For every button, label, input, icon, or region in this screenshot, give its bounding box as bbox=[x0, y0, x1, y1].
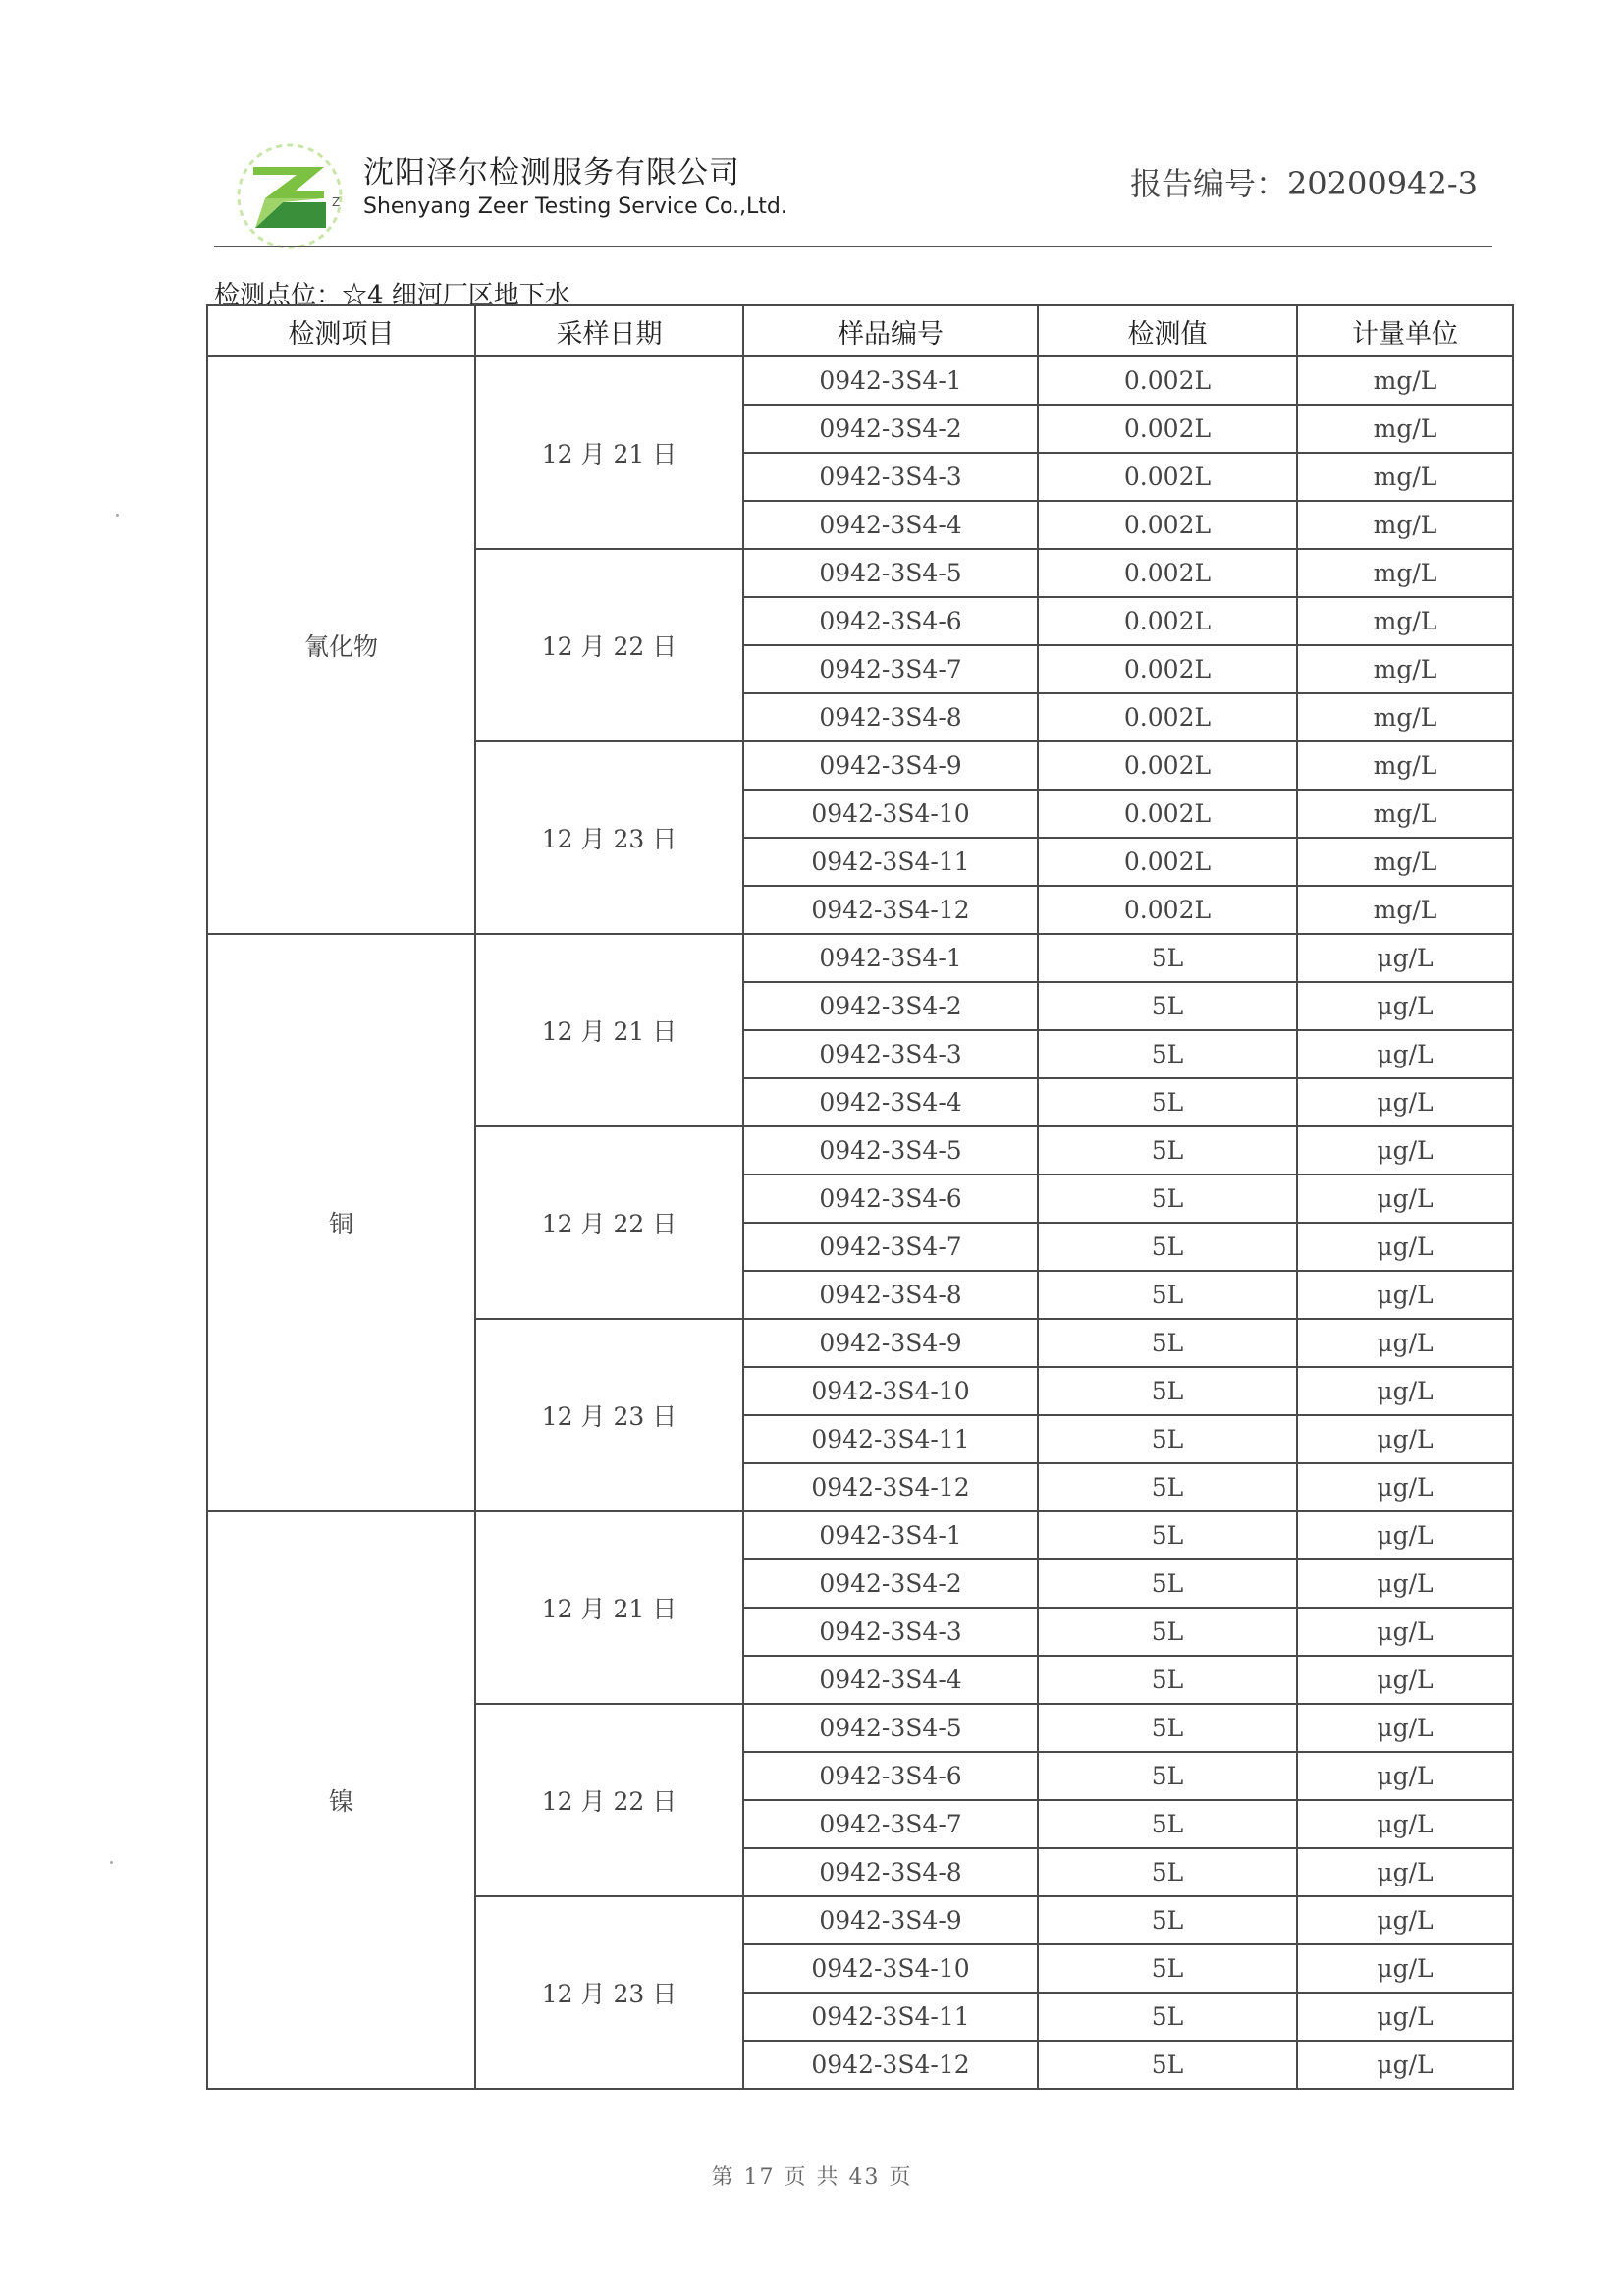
results-table bbox=[206, 304, 1514, 2090]
sample-id-cell: 0942-3S4-10 bbox=[743, 790, 1038, 838]
unit-cell: mg/L bbox=[1297, 741, 1513, 790]
test-item-cell: 氰化物 bbox=[207, 356, 475, 934]
column-header: 采样日期 bbox=[475, 305, 743, 356]
sample-id-cell: 0942-3S4-7 bbox=[743, 1800, 1038, 1848]
test-value-cell: 5L bbox=[1038, 1848, 1297, 1896]
test-value-cell: 0.002L bbox=[1038, 453, 1297, 501]
unit-cell: μg/L bbox=[1297, 1608, 1513, 1656]
table-row bbox=[207, 356, 1513, 405]
unit-cell: μg/L bbox=[1297, 1271, 1513, 1319]
scan-speck bbox=[116, 514, 119, 517]
test-item-cell: 镍 bbox=[207, 1511, 475, 2089]
test-value-cell: 5L bbox=[1038, 1367, 1297, 1415]
test-value-cell: 0.002L bbox=[1038, 597, 1297, 645]
sample-id-cell: 0942-3S4-5 bbox=[743, 1704, 1038, 1752]
unit-cell: μg/L bbox=[1297, 1126, 1513, 1175]
test-value-cell: 5L bbox=[1038, 1800, 1297, 1848]
test-value-cell: 0.002L bbox=[1038, 790, 1297, 838]
sampling-date-cell: 12 月 22 日 bbox=[475, 549, 743, 741]
unit-cell: mg/L bbox=[1297, 453, 1513, 501]
sampling-date-cell: 12 月 21 日 bbox=[475, 356, 743, 549]
company-name-cn: 沈阳泽尔检测服务有限公司 bbox=[363, 155, 740, 191]
unit-cell: mg/L bbox=[1297, 790, 1513, 838]
scan-speck bbox=[110, 1861, 113, 1864]
sampling-date-cell: 12 月 23 日 bbox=[475, 1319, 743, 1511]
sample-id-cell: 0942-3S4-6 bbox=[743, 597, 1038, 645]
table-row bbox=[207, 934, 1513, 982]
unit-cell: mg/L bbox=[1297, 597, 1513, 645]
test-value-cell: 5L bbox=[1038, 2041, 1297, 2089]
unit-cell: μg/L bbox=[1297, 1223, 1513, 1271]
sample-id-cell: 0942-3S4-6 bbox=[743, 1175, 1038, 1223]
report-number: 报告编号：20200942-3 bbox=[1129, 165, 1478, 202]
sample-id-cell: 0942-3S4-1 bbox=[743, 356, 1038, 405]
test-value-cell: 0.002L bbox=[1038, 405, 1297, 453]
header-divider bbox=[214, 246, 1492, 247]
unit-cell: mg/L bbox=[1297, 886, 1513, 934]
unit-cell: μg/L bbox=[1297, 2041, 1513, 2089]
sample-id-cell: 0942-3S4-2 bbox=[743, 405, 1038, 453]
unit-cell: mg/L bbox=[1297, 645, 1513, 693]
test-value-cell: 5L bbox=[1038, 1511, 1297, 1559]
test-value-cell: 5L bbox=[1038, 1704, 1297, 1752]
test-item-cell: 铜 bbox=[207, 934, 475, 1511]
sampling-date-cell: 12 月 23 日 bbox=[475, 741, 743, 934]
sample-id-cell: 0942-3S4-9 bbox=[743, 1896, 1038, 1944]
unit-cell: μg/L bbox=[1297, 1704, 1513, 1752]
test-value-cell: 5L bbox=[1038, 1126, 1297, 1175]
test-value-cell: 5L bbox=[1038, 1656, 1297, 1704]
test-value-cell: 5L bbox=[1038, 1993, 1297, 2041]
unit-cell: μg/L bbox=[1297, 1752, 1513, 1800]
unit-cell: μg/L bbox=[1297, 1078, 1513, 1126]
test-value-cell: 0.002L bbox=[1038, 838, 1297, 886]
sample-id-cell: 0942-3S4-9 bbox=[743, 741, 1038, 790]
test-value-cell: 5L bbox=[1038, 1944, 1297, 1993]
table-header-row bbox=[207, 305, 1513, 356]
test-value-cell: 5L bbox=[1038, 1608, 1297, 1656]
unit-cell: mg/L bbox=[1297, 693, 1513, 741]
sample-id-cell: 0942-3S4-10 bbox=[743, 1944, 1038, 1993]
sample-id-cell: 0942-3S4-2 bbox=[743, 982, 1038, 1030]
unit-cell: μg/L bbox=[1297, 1415, 1513, 1463]
sampling-date-cell: 12 月 22 日 bbox=[475, 1126, 743, 1319]
unit-cell: μg/L bbox=[1297, 1656, 1513, 1704]
sample-id-cell: 0942-3S4-1 bbox=[743, 1511, 1038, 1559]
unit-cell: μg/L bbox=[1297, 1993, 1513, 2041]
company-logo-icon bbox=[226, 137, 353, 255]
sample-id-cell: 0942-3S4-10 bbox=[743, 1367, 1038, 1415]
column-header: 检测项目 bbox=[207, 305, 475, 356]
sample-id-cell: 0942-3S4-12 bbox=[743, 1463, 1038, 1511]
sample-id-cell: 0942-3S4-9 bbox=[743, 1319, 1038, 1367]
unit-cell: μg/L bbox=[1297, 1800, 1513, 1848]
column-header: 样品编号 bbox=[743, 305, 1038, 356]
sample-id-cell: 0942-3S4-5 bbox=[743, 549, 1038, 597]
unit-cell: μg/L bbox=[1297, 1944, 1513, 1993]
report-header bbox=[226, 137, 1502, 255]
unit-cell: μg/L bbox=[1297, 1030, 1513, 1078]
sample-id-cell: 0942-3S4-5 bbox=[743, 1126, 1038, 1175]
test-value-cell: 5L bbox=[1038, 982, 1297, 1030]
unit-cell: μg/L bbox=[1297, 1463, 1513, 1511]
unit-cell: μg/L bbox=[1297, 982, 1513, 1030]
sample-id-cell: 0942-3S4-3 bbox=[743, 1608, 1038, 1656]
test-value-cell: 0.002L bbox=[1038, 356, 1297, 405]
sample-id-cell: 0942-3S4-4 bbox=[743, 501, 1038, 549]
unit-cell: mg/L bbox=[1297, 501, 1513, 549]
column-header: 检测值 bbox=[1038, 305, 1297, 356]
sample-id-cell: 0942-3S4-8 bbox=[743, 1271, 1038, 1319]
sample-id-cell: 0942-3S4-2 bbox=[743, 1559, 1038, 1608]
test-value-cell: 0.002L bbox=[1038, 549, 1297, 597]
test-value-cell: 0.002L bbox=[1038, 741, 1297, 790]
sampling-date-cell: 12 月 22 日 bbox=[475, 1704, 743, 1896]
unit-cell: μg/L bbox=[1297, 934, 1513, 982]
sample-id-cell: 0942-3S4-4 bbox=[743, 1656, 1038, 1704]
sample-id-cell: 0942-3S4-12 bbox=[743, 2041, 1038, 2089]
sample-id-cell: 0942-3S4-1 bbox=[743, 934, 1038, 982]
test-value-cell: 0.002L bbox=[1038, 501, 1297, 549]
test-value-cell: 5L bbox=[1038, 1415, 1297, 1463]
sample-id-cell: 0942-3S4-4 bbox=[743, 1078, 1038, 1126]
sample-id-cell: 0942-3S4-8 bbox=[743, 693, 1038, 741]
unit-cell: μg/L bbox=[1297, 1896, 1513, 1944]
unit-cell: μg/L bbox=[1297, 1511, 1513, 1559]
sample-id-cell: 0942-3S4-7 bbox=[743, 1223, 1038, 1271]
test-value-cell: 5L bbox=[1038, 1030, 1297, 1078]
test-value-cell: 5L bbox=[1038, 1896, 1297, 1944]
test-value-cell: 5L bbox=[1038, 934, 1297, 982]
unit-cell: μg/L bbox=[1297, 1175, 1513, 1223]
test-value-cell: 5L bbox=[1038, 1223, 1297, 1271]
sample-id-cell: 0942-3S4-11 bbox=[743, 1415, 1038, 1463]
test-value-cell: 5L bbox=[1038, 1271, 1297, 1319]
unit-cell: μg/L bbox=[1297, 1367, 1513, 1415]
test-value-cell: 0.002L bbox=[1038, 645, 1297, 693]
sampling-date-cell: 12 月 21 日 bbox=[475, 1511, 743, 1704]
sample-id-cell: 0942-3S4-7 bbox=[743, 645, 1038, 693]
test-value-cell: 5L bbox=[1038, 1463, 1297, 1511]
sample-id-cell: 0942-3S4-8 bbox=[743, 1848, 1038, 1896]
test-value-cell: 5L bbox=[1038, 1559, 1297, 1608]
company-name-en: Shenyang Zeer Testing Service Co.,Ltd. bbox=[363, 194, 787, 219]
sampling-date-cell: 12 月 21 日 bbox=[475, 934, 743, 1126]
sample-id-cell: 0942-3S4-3 bbox=[743, 1030, 1038, 1078]
sampling-location: 检测点位：☆4 细河厂区地下水 bbox=[214, 281, 570, 310]
sampling-date-cell: 12 月 23 日 bbox=[475, 1896, 743, 2089]
unit-cell: mg/L bbox=[1297, 356, 1513, 405]
test-value-cell: 5L bbox=[1038, 1078, 1297, 1126]
unit-cell: μg/L bbox=[1297, 1559, 1513, 1608]
test-value-cell: 5L bbox=[1038, 1319, 1297, 1367]
unit-cell: mg/L bbox=[1297, 549, 1513, 597]
unit-cell: mg/L bbox=[1297, 838, 1513, 886]
column-header: 计量单位 bbox=[1297, 305, 1513, 356]
test-value-cell: 0.002L bbox=[1038, 886, 1297, 934]
test-value-cell: 5L bbox=[1038, 1752, 1297, 1800]
table-row bbox=[207, 1511, 1513, 1559]
sample-id-cell: 0942-3S4-11 bbox=[743, 1993, 1038, 2041]
unit-cell: μg/L bbox=[1297, 1319, 1513, 1367]
page-number: 第 17 页 共 43 页 bbox=[711, 2165, 913, 2190]
test-value-cell: 5L bbox=[1038, 1175, 1297, 1223]
sample-id-cell: 0942-3S4-3 bbox=[743, 453, 1038, 501]
sample-id-cell: 0942-3S4-11 bbox=[743, 838, 1038, 886]
sample-id-cell: 0942-3S4-12 bbox=[743, 886, 1038, 934]
test-value-cell: 0.002L bbox=[1038, 693, 1297, 741]
sample-id-cell: 0942-3S4-6 bbox=[743, 1752, 1038, 1800]
unit-cell: μg/L bbox=[1297, 1848, 1513, 1896]
unit-cell: mg/L bbox=[1297, 405, 1513, 453]
svg-text:Z: Z bbox=[332, 195, 341, 209]
